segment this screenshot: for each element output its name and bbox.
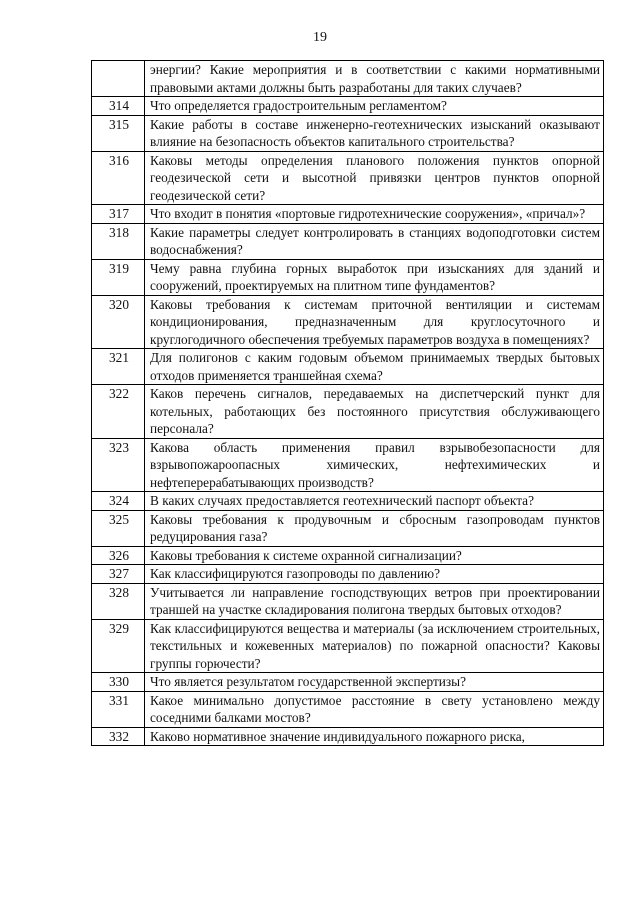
question-row bbox=[92, 583, 604, 619]
question-text: Каково нормативное значение индивидуального пожарного риска, bbox=[145, 727, 604, 746]
question-row bbox=[92, 565, 604, 584]
question-number: 321 bbox=[92, 349, 145, 385]
question-row bbox=[92, 691, 604, 727]
question-number: 326 bbox=[92, 546, 145, 565]
question-text: Каковы требования к системе охранной сигнализации? bbox=[145, 546, 604, 565]
question-number: 322 bbox=[92, 385, 145, 439]
question-text: Чему равна глубина горных выработок при изысканиях для зданий и сооружений, проектируемых на плитном типе фундаментов? bbox=[145, 259, 604, 295]
question-text: Каковы требования к продувочным и сбросным газопроводам пунктов редуцирования газа? bbox=[145, 510, 604, 546]
question-number: 314 bbox=[92, 97, 145, 116]
question-text: Каков перечень сигналов, передаваемых на диспетчерский пункт для котельных, работающих без постоянного присутствия обслуживающего персонала? bbox=[145, 385, 604, 439]
question-number: 325 bbox=[92, 510, 145, 546]
question-text: энергии? Какие мероприятия и в соответствии с какими нормативными правовыми актами должны быть разработаны для таких случаев? bbox=[145, 61, 604, 97]
question-row bbox=[92, 673, 604, 692]
question-text: Как классифицируются газопроводы по давлению? bbox=[145, 565, 604, 584]
question-text: Как классифицируются вещества и материалы (за исключением строительных, текстильных и кожевенных материалов) по пожарной опасности? Каковы группы горючести? bbox=[145, 619, 604, 673]
question-number: 324 bbox=[92, 492, 145, 511]
question-number: 331 bbox=[92, 691, 145, 727]
question-number: 319 bbox=[92, 259, 145, 295]
questions-table bbox=[91, 60, 604, 746]
question-text: Каковы требования к системам приточной вентиляции и системам кондиционирования, предназначенным для круглосуточного и круглогодичного обеспечения требуемых параметров воздуха в помещениях? bbox=[145, 295, 604, 349]
question-number: 320 bbox=[92, 295, 145, 349]
question-number bbox=[92, 61, 145, 97]
question-row bbox=[92, 385, 604, 439]
question-text: Какое минимально допустимое расстояние в свету установлено между соседними балками мостов? bbox=[145, 691, 604, 727]
question-row bbox=[92, 510, 604, 546]
question-row bbox=[92, 492, 604, 511]
question-row bbox=[92, 97, 604, 116]
question-row bbox=[92, 151, 604, 205]
question-text: Какие работы в составе инженерно-геотехнических изысканий оказывают влияние на безопасность объектов капитального строительства? bbox=[145, 115, 604, 151]
page-number: 19 bbox=[313, 30, 327, 45]
question-number: 315 bbox=[92, 115, 145, 151]
question-number: 327 bbox=[92, 565, 145, 584]
question-text: Что является результатом государственной экспертизы? bbox=[145, 673, 604, 692]
question-number: 316 bbox=[92, 151, 145, 205]
question-row bbox=[92, 223, 604, 259]
question-text: Для полигонов с каким годовым объемом принимаемых твердых бытовых отходов применяется траншейная схема? bbox=[145, 349, 604, 385]
question-row bbox=[92, 438, 604, 492]
question-number: 317 bbox=[92, 205, 145, 224]
question-number: 329 bbox=[92, 619, 145, 673]
question-number: 332 bbox=[92, 727, 145, 746]
question-number: 323 bbox=[92, 438, 145, 492]
question-text: Учитывается ли направление господствующих ветров при проектировании траншей на участке складирования полигона твердых бытовых отходов? bbox=[145, 583, 604, 619]
question-row bbox=[92, 546, 604, 565]
question-text: Какова область применения правил взрывобезопасности для взрывопожароопасных химических, нефтехимических и нефтеперерабатывающих производств? bbox=[145, 438, 604, 492]
question-text: Что входит в понятия «портовые гидротехнические сооружения», «причал»? bbox=[145, 205, 604, 224]
question-row bbox=[92, 205, 604, 224]
questions-table-body bbox=[92, 61, 604, 746]
question-row bbox=[92, 619, 604, 673]
question-row bbox=[92, 295, 604, 349]
question-text: Какие параметры следует контролировать в станциях водоподготовки систем водоснабжения? bbox=[145, 223, 604, 259]
question-row bbox=[92, 61, 604, 97]
question-row bbox=[92, 727, 604, 746]
question-row bbox=[92, 259, 604, 295]
question-text: Каковы методы определения планового положения пунктов опорной геодезической сети и высотной привязки центров пунктов опорной геодезической сети? bbox=[145, 151, 604, 205]
question-number: 330 bbox=[92, 673, 145, 692]
question-text: Что определяется градостроительным регламентом? bbox=[145, 97, 604, 116]
question-row bbox=[92, 115, 604, 151]
question-row bbox=[92, 349, 604, 385]
question-number: 328 bbox=[92, 583, 145, 619]
question-number: 318 bbox=[92, 223, 145, 259]
question-text: В каких случаях предоставляется геотехнический паспорт объекта? bbox=[145, 492, 604, 511]
